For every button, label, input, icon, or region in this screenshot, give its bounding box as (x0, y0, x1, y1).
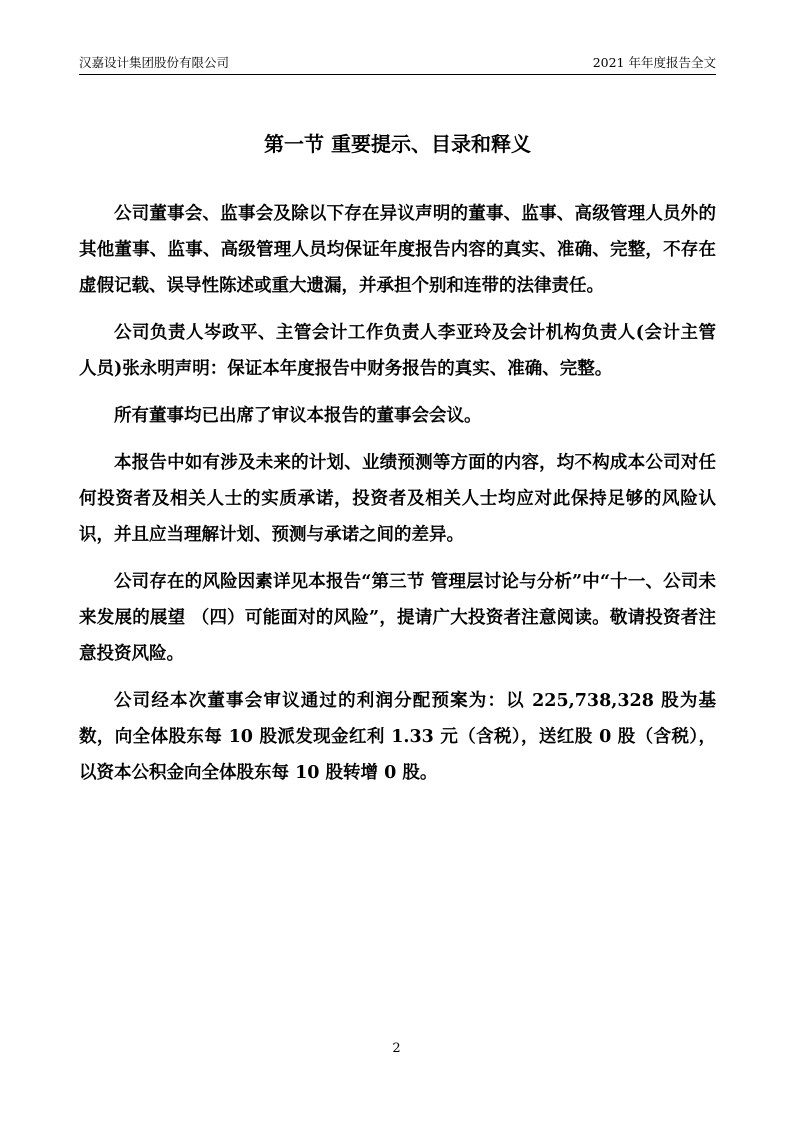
paragraph-forward-looking: 本报告中如有涉及未来的计划、业绩预测等方面的内容，均不构成本公司对任何投资者及相关人士的实质承诺，投资者及相关人士均应对此保持足够的风险认识，并且应当理解计划、预测与承诺之间的差异。 (79, 453, 716, 545)
paragraph-responsible-persons: 公司负责人岑政平、主管会计工作负责人李亚玲及会计机构负责人(会计主管人员)张永明声明：保证本年度报告中财务报告的真实、准确、完整。 (79, 323, 716, 379)
section-title: 第一节 重要提示、目录和释义 (264, 132, 531, 156)
paragraph-board-guarantee: 公司董事会、监事会及除以下存在异议声明的董事、监事、高级管理人员外的其他董事、监事、高级管理人员均保证年度报告内容的真实、准确、完整，不存在虚假记载、误导性陈述或重大遗漏，并承担个别和连带的法律责任。 (79, 204, 716, 296)
page-number: 2 (392, 1041, 401, 1056)
page-header (79, 52, 716, 75)
paragraph-board-attendance: 所有董事均已出席了审议本报告的董事会会议。 (114, 406, 482, 426)
header-company-name: 汉嘉设计集团股份有限公司 (79, 55, 230, 70)
paragraph-risk-factors: 公司存在的风险因素详见本报告“第三节 管理层讨论与分析”中“十一、公司未来发展的展望 （四）可能面对的风险”，提请广大投资者注意阅读。敬请投资者注意投资风险。 (79, 572, 716, 664)
paragraph-profit-distribution: 公司经本次董事会审议通过的利润分配预案为：以 225,738,328 股为基数，向全体股东每 10 股派发现金红利 1.33 元（含税），送红股 0 股（含税），以资本公积金向全体股东每 10 股转增 0 股。 (79, 691, 716, 783)
header-report-title: 2021 年年度报告全文 (592, 55, 716, 70)
body-content (79, 196, 716, 802)
